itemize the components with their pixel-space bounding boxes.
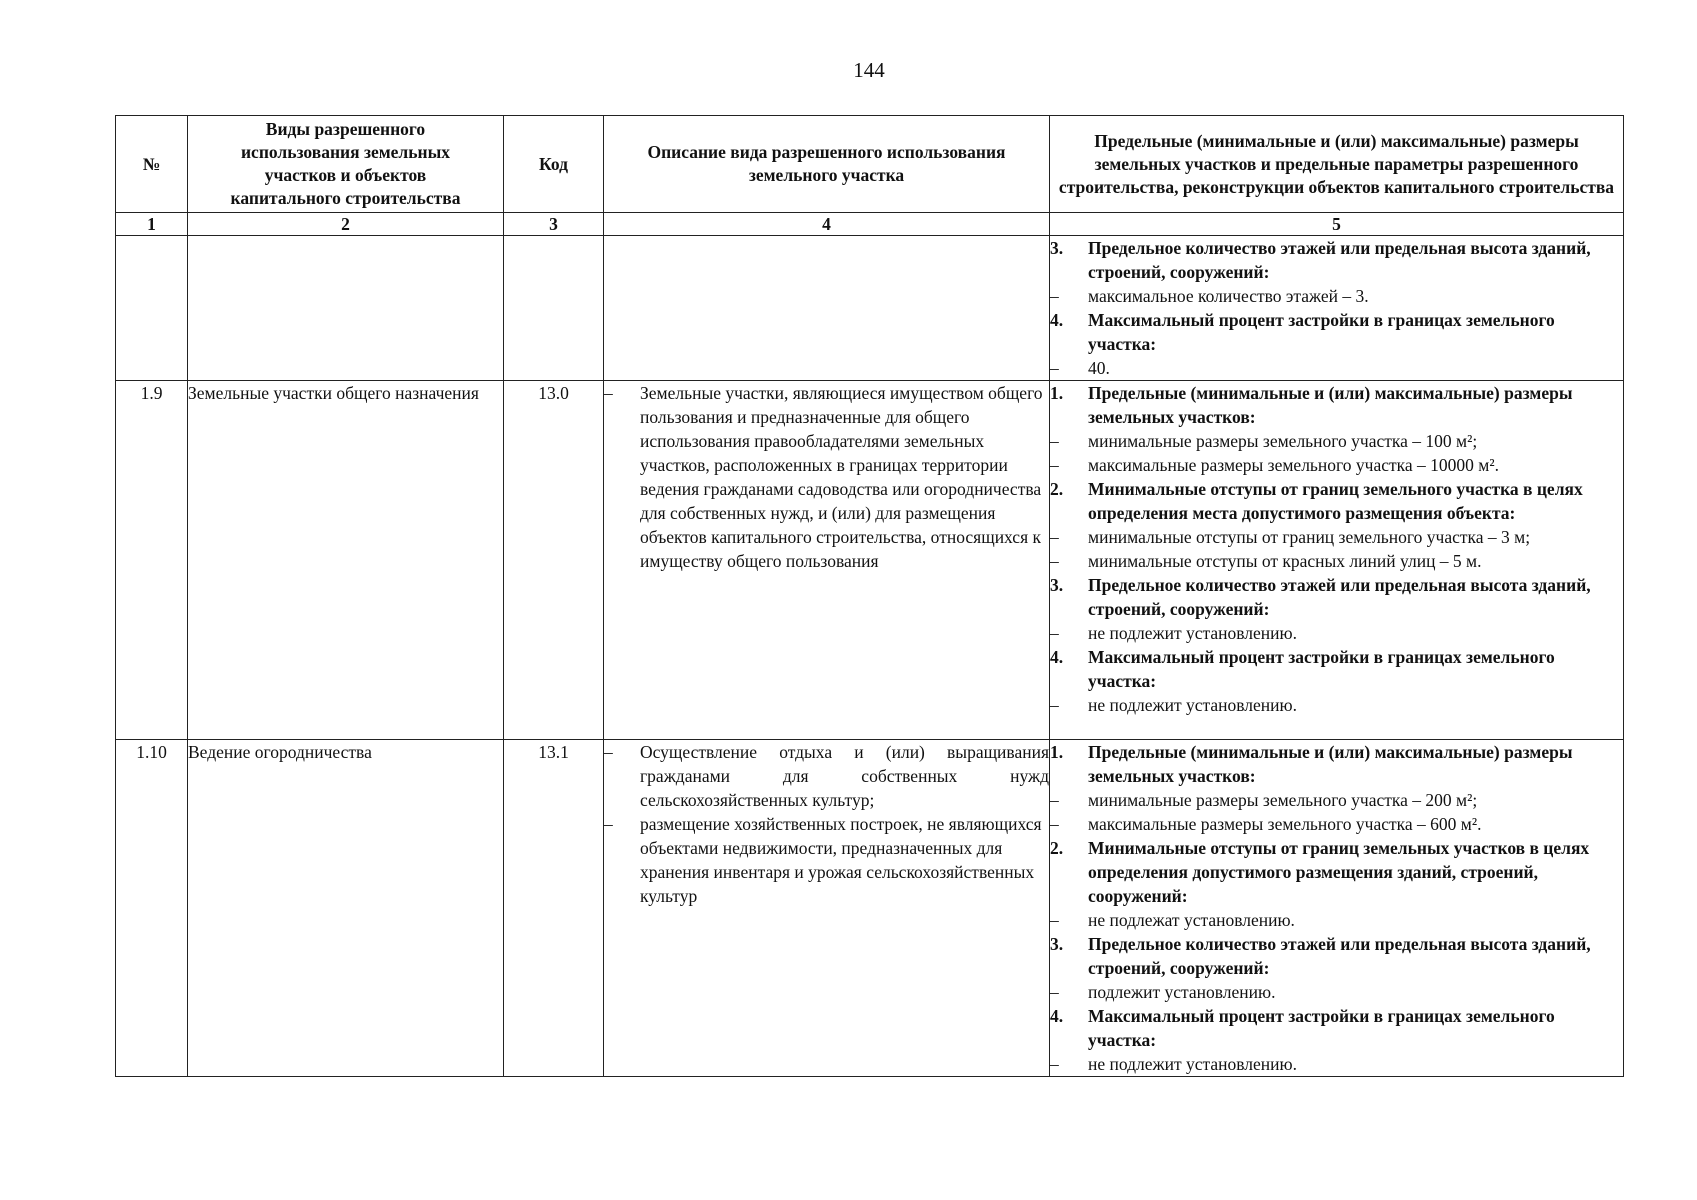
- parameter-heading: [1050, 740, 1623, 788]
- cell-desc: [604, 740, 1050, 1077]
- parameter-value: [1050, 980, 1623, 1004]
- parameter-text: Минимальные отступы от границ земельного участка в целях определения места допустимого размещения объекта:: [1088, 479, 1583, 523]
- dash-marker: –: [604, 383, 613, 403]
- dash-marker: –: [604, 742, 613, 762]
- parameter-text: максимальные размеры земельного участка – 600 м².: [1088, 814, 1482, 834]
- cell-type: [188, 236, 504, 381]
- cell-num: 1.9: [116, 381, 188, 740]
- parameter-heading: [1050, 1004, 1623, 1052]
- header-type: Виды разрешенного использования земельных участков и объектов капитального строительства: [188, 116, 504, 213]
- parameter-value: [1050, 621, 1623, 645]
- cell-params: [1050, 740, 1624, 1077]
- list-marker: –: [1050, 910, 1059, 930]
- list-marker: –: [1050, 695, 1059, 715]
- list-marker: –: [1050, 982, 1059, 1002]
- parameter-text: минимальные отступы от красных линий улиц – 5 м.: [1088, 551, 1482, 571]
- parameter-value: [1050, 356, 1623, 380]
- list-marker: 4.: [1050, 310, 1064, 330]
- column-number: 4: [604, 213, 1050, 236]
- parameter-text: минимальные размеры земельного участка – 100 м²;: [1088, 431, 1478, 451]
- parameter-value: [1050, 812, 1623, 836]
- description-text: Осуществление отдыха и (или) выращивания гражданами для собственных нужд сельскохозяйственных культур;: [640, 742, 1049, 810]
- table-row: [116, 740, 1624, 1077]
- header-params: Предельные (минимальные и (или) максимальные) размеры земельных участков и предельные параметры разрешенного строительства, реконструкции объектов капитального строительства: [1050, 116, 1624, 213]
- parameter-text: подлежит установлению.: [1088, 982, 1276, 1002]
- land-use-table: [115, 115, 1624, 1077]
- list-marker: –: [1050, 286, 1059, 306]
- list-marker: 4.: [1050, 647, 1064, 667]
- parameter-text: Предельное количество этажей или предельная высота зданий, строений, сооружений:: [1088, 238, 1591, 282]
- parameter-value: [1050, 1052, 1623, 1076]
- description-text: размещение хозяйственных построек, не являющихся объектами недвижимости, предназначенных для хранения инвентаря и урожая сельскохозяйственных культур: [640, 814, 1042, 906]
- list-marker: 4.: [1050, 1006, 1064, 1026]
- parameter-text: Предельные (минимальные и (или) максимальные) размеры земельных участков:: [1088, 383, 1573, 427]
- parameter-text: минимальные размеры земельного участка – 200 м²;: [1088, 790, 1478, 810]
- cell-params: [1050, 381, 1624, 740]
- column-number: 1: [116, 213, 188, 236]
- list-marker: 3.: [1050, 934, 1064, 954]
- list-marker: –: [1050, 455, 1059, 475]
- parameter-text: не подлежит установлению.: [1088, 1054, 1297, 1074]
- description-text: Земельные участки, являющиеся имуществом общего пользования и предназначенные для общего использования правообладателями земельных участков, расположенных в границах территории ведения гражданами садоводства или огородничества для собственных нужд, и (или) для размещения объектов капитального строительства, относящихся к имуществу общего пользования: [640, 383, 1043, 571]
- parameter-text: Минимальные отступы от границ земельных участков в целях определения допустимого размещения зданий, строений, сооружений:: [1088, 838, 1590, 906]
- parameter-value: [1050, 284, 1623, 308]
- parameter-value: [1050, 453, 1623, 477]
- cell-type: Земельные участки общего назначения: [188, 381, 504, 740]
- list-marker: –: [1050, 358, 1059, 378]
- list-marker: –: [1050, 551, 1059, 571]
- parameter-text: Предельное количество этажей или предельная высота зданий, строений, сооружений:: [1088, 934, 1591, 978]
- parameter-text: не подлежат установлению.: [1088, 910, 1295, 930]
- parameter-text: Максимальный процент застройки в границах земельного участка:: [1088, 310, 1555, 354]
- parameter-text: Предельные (минимальные и (или) максимальные) размеры земельных участков:: [1088, 742, 1573, 786]
- parameter-text: Максимальный процент застройки в границах земельного участка:: [1088, 647, 1555, 691]
- parameter-heading: [1050, 308, 1623, 356]
- list-marker: –: [1050, 431, 1059, 451]
- parameter-value: [1050, 908, 1623, 932]
- list-marker: 3.: [1050, 575, 1064, 595]
- list-marker: 2.: [1050, 479, 1064, 499]
- cell-num: [116, 236, 188, 381]
- column-number: 5: [1050, 213, 1624, 236]
- column-number: 2: [188, 213, 504, 236]
- table-header-row: [116, 116, 1624, 213]
- list-marker: –: [1050, 814, 1059, 834]
- list-marker: 3.: [1050, 238, 1064, 258]
- list-marker: –: [1050, 1054, 1059, 1074]
- parameter-text: максимальные размеры земельного участка – 10000 м².: [1088, 455, 1499, 475]
- parameter-text: Предельное количество этажей или предельная высота зданий, строений, сооружений:: [1088, 575, 1591, 619]
- list-marker: 1.: [1050, 383, 1064, 403]
- header-desc: Описание вида разрешенного использования земельного участка: [604, 116, 1050, 213]
- parameter-text: не подлежит установлению.: [1088, 623, 1297, 643]
- header-num: №: [116, 116, 188, 213]
- parameter-heading: [1050, 932, 1623, 980]
- dash-marker: –: [604, 814, 613, 834]
- description-item: [604, 740, 1049, 812]
- description-item: [604, 812, 1049, 908]
- parameter-heading: [1050, 836, 1623, 908]
- parameter-heading: [1050, 477, 1623, 525]
- cell-num: 1.10: [116, 740, 188, 1077]
- cell-params: [1050, 236, 1624, 381]
- cell-code: [504, 236, 604, 381]
- list-marker: 1.: [1050, 742, 1064, 762]
- cell-code: 13.1: [504, 740, 604, 1077]
- parameter-heading: [1050, 381, 1623, 429]
- header-code: Код: [504, 116, 604, 213]
- parameter-heading: [1050, 645, 1623, 693]
- description-item: [604, 381, 1049, 573]
- parameter-value: [1050, 549, 1623, 573]
- parameter-text: Максимальный процент застройки в границах земельного участка:: [1088, 1006, 1555, 1050]
- column-number: 3: [504, 213, 604, 236]
- parameter-text: 40.: [1088, 358, 1110, 378]
- table-row: [116, 381, 1624, 740]
- list-marker: –: [1050, 527, 1059, 547]
- parameter-value: [1050, 693, 1623, 717]
- column-number-row: [116, 213, 1624, 236]
- parameter-text: не подлежит установлению.: [1088, 695, 1297, 715]
- parameter-value: [1050, 525, 1623, 549]
- cell-code: 13.0: [504, 381, 604, 740]
- cell-desc: [604, 236, 1050, 381]
- list-marker: 2.: [1050, 838, 1064, 858]
- parameter-heading: [1050, 236, 1623, 284]
- parameter-value: [1050, 429, 1623, 453]
- parameter-text: максимальное количество этажей – 3.: [1088, 286, 1369, 306]
- parameter-heading: [1050, 573, 1623, 621]
- page-number: 144: [853, 58, 885, 82]
- parameter-text: минимальные отступы от границ земельного участка – 3 м;: [1088, 527, 1531, 547]
- cell-type: Ведение огородничества: [188, 740, 504, 1077]
- list-marker: –: [1050, 790, 1059, 810]
- continuation-row: [116, 236, 1624, 381]
- list-marker: –: [1050, 623, 1059, 643]
- cell-desc: [604, 381, 1050, 740]
- parameter-value: [1050, 788, 1623, 812]
